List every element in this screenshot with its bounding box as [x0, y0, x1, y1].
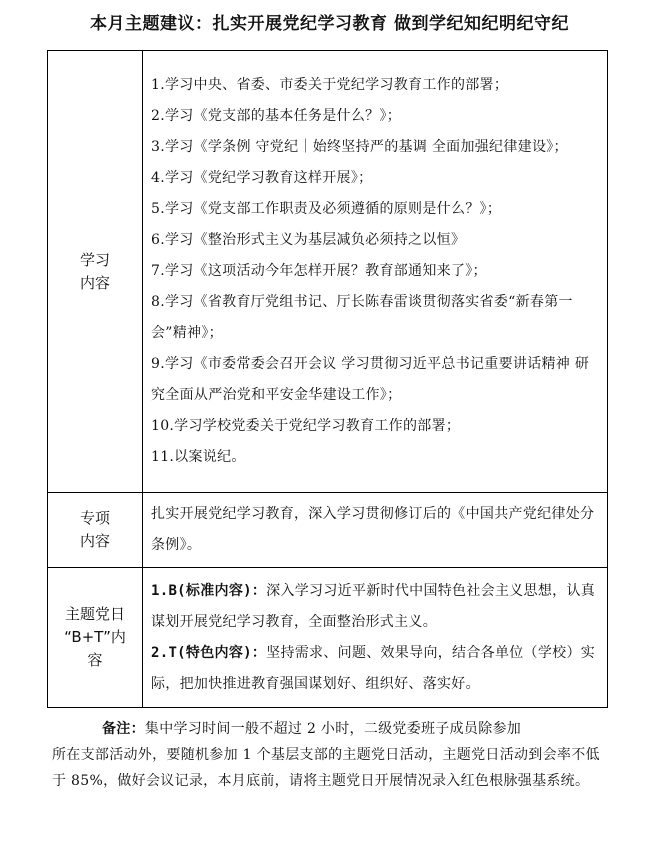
list-item: 6.学习《整治形式主义为基层减负必须持之以恒》 [151, 232, 466, 248]
list-item: 9.学习《市委常委会召开会议 学习贯彻习近平总书记重要讲话精神 研究全面从严治党和平安金华建设工作》； [151, 356, 590, 403]
b-standard-item [151, 576, 601, 638]
list-item: 10.学习学校党委关于党纪学习教育工作的部署； [151, 418, 461, 434]
table-row-study [48, 51, 608, 493]
note-label: 备注： [102, 721, 145, 737]
table-row-special [48, 493, 608, 568]
special-text: 扎实开展党纪学习教育，深入学习贯彻修订后的《中国共产党纪律处分条例》。 [151, 506, 595, 553]
row-label-line: 内容 [79, 532, 110, 550]
row-label-line: 专项 [79, 509, 110, 527]
table-row-theme-day [48, 568, 608, 708]
t-label: 2.T(特色内容)： [151, 644, 267, 661]
study-items-cell [143, 51, 608, 493]
row-label-line: 容 [87, 651, 103, 669]
list-item: 1.学习中央、省委、市委关于党纪学习教育工作的部署； [151, 77, 509, 93]
list-item: 2.学习《党支部的基本任务是什么？》； [151, 108, 402, 124]
row-label-line: “B+T”内 [64, 628, 126, 646]
t-text: 坚持需求、问题、效果导向，结合各单位（学校）实际，把加快推进教育强国谋划好、组织好、落实好。 [151, 644, 596, 692]
note-first-text: 集中学习时间一般不超过 2 小时，二级党委班子成员除参加 [144, 721, 522, 737]
row-label-line: 内容 [79, 273, 110, 292]
row-label-line: 学习 [79, 250, 110, 269]
b-label: 1.B(标准内容)： [151, 582, 267, 599]
list-item: 5.学习《党支部工作职责及必须遵循的原则是什么？》； [151, 201, 502, 217]
row-label-line: 主题党日 [64, 605, 125, 623]
page-title: 本月主题建议：扎实开展党纪学习教育 做到学纪知纪明纪守纪 [90, 14, 569, 34]
content-table [47, 50, 608, 708]
row-label-theme-day [48, 568, 143, 708]
note-body: 所在支部活动外，要随机参加 1 个基层支部的主题党日活动，主题党日活动到会率不低于 85%，做好会议记录，本月底前，请将主题党日开展情况录入红色根脉强基系统。 [52, 747, 600, 789]
list-item: 7.学习《这项活动今年怎样开展？教育部通知来了》； [151, 263, 487, 279]
list-item: 8.学习《省教育厅党组书记、厅长陈春雷谈贯彻落实省委“新春第一会”精神》； [151, 294, 573, 341]
t-feature-item [151, 638, 601, 700]
special-content-cell [143, 493, 608, 568]
row-label-study [48, 51, 143, 493]
list-item: 3.学习《学条例 守党纪｜始终坚持严的基调 全面加强纪律建设》； [151, 139, 568, 155]
list-item: 4.学习《党纪学习教育这样开展》； [151, 170, 373, 186]
note-first-line [102, 716, 602, 742]
list-item: 11.以案说纪。 [151, 449, 246, 465]
theme-day-content-cell [143, 568, 608, 708]
b-text: 深入学习习近平新时代中国特色社会主义思想，认真谋划开展党纪学习教育，全面整治形式主义。 [151, 582, 596, 630]
row-label-special [48, 493, 143, 568]
